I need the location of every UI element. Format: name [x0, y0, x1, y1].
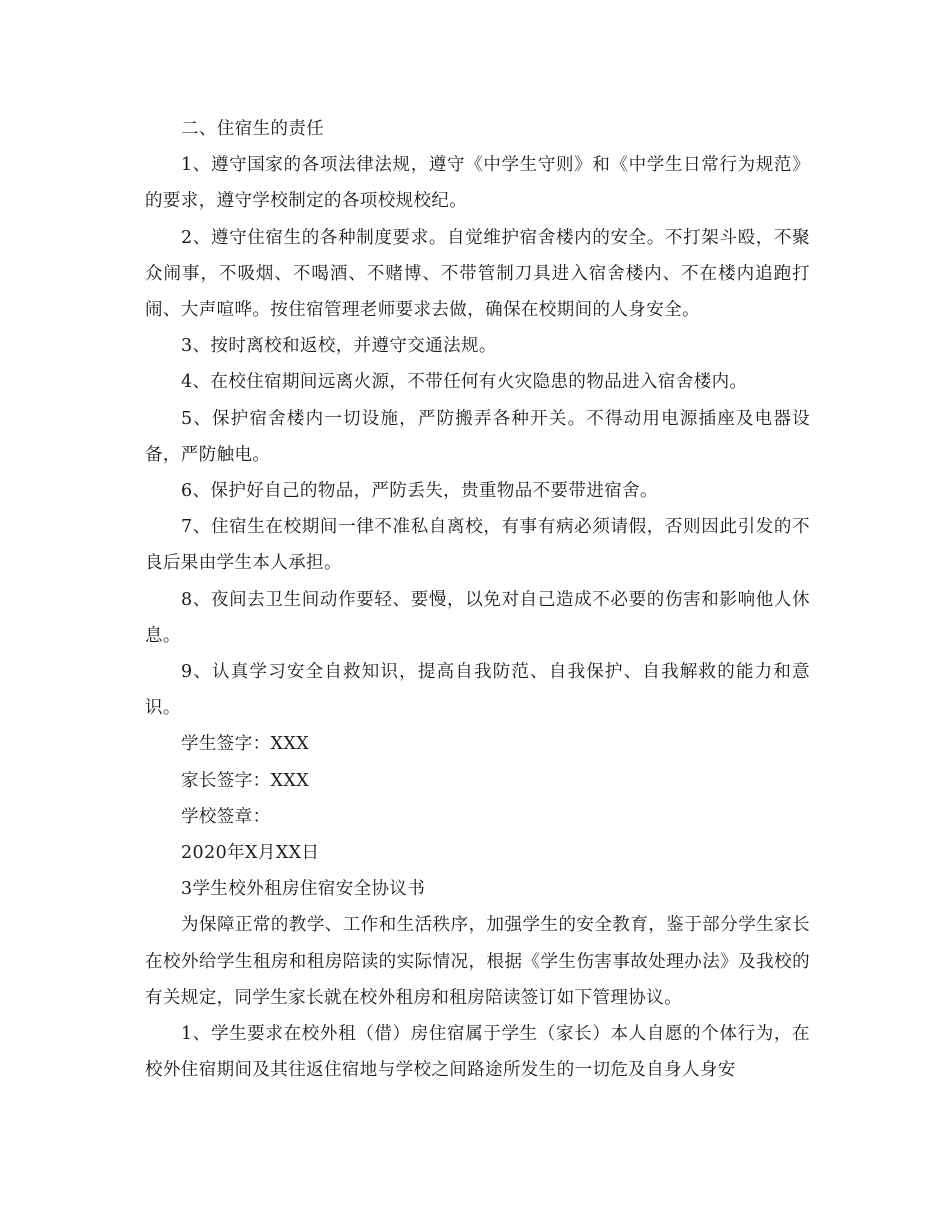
student-signature: 学生签字：XXX — [181, 734, 310, 755]
paragraph-item-8: 8、夜间去卫生间动作要轻、要慢，以免对自己造成不必要的伤害和影响他人休息。 — [145, 589, 810, 646]
paragraph-item-4: 4、在校住宿期间远离火源，不带任何有火灾隐患的物品进入宿舍楼内。 — [181, 372, 748, 393]
agreement-intro: 为保障正常的教学、工作和生活秩序，加强学生的安全教育，鉴于部分学生家长在校外给学生租房和租房陪读的实际情况，根据《学生伤害事故处理办法》及我校的有关规定，同学生家长就在校外租房和租房陪读签订如下管理协议。 — [145, 915, 810, 1008]
school-seal: 学校签章： — [181, 806, 271, 827]
paragraph-item-5: 5、保护宿舍楼内一切设施，严防搬弄各种开关。不得动用电源插座及电器设备，严防触电。 — [145, 408, 810, 465]
paragraph-item-1: 1、遵守国家的各项法律法规，遵守《中学生守则》和《中学生日常行为规范》的要求，遵守学校制定的各项校规校纪。 — [145, 155, 810, 212]
paragraph-item-6: 6、保护好自己的物品，严防丢失，贵重物品不要带进宿舍。 — [181, 481, 658, 502]
agreement-clause-1: 1、学生要求在校外租（借）房住宿属于学生（家长）本人自愿的个体行为，在校外住宿期间及其往返住宿地与学校之间路途所发生的一切危及自身人身安 — [145, 1024, 810, 1081]
paragraph-item-2: 2、遵守住宿生的各种制度要求。自觉维护宿舍楼内的安全。不打架斗殴，不聚众闹事，不吸烟、不喝酒、不赌博、不带管制刀具进入宿舍楼内、不在楼内追跑打闹、大声喧哗。按住宿管理老师要求去做，确保在校期间的人身安全。 — [145, 227, 810, 321]
paragraph-item-3: 3、按时离校和返校，并遵守交通法规。 — [181, 336, 497, 357]
signature-date: 2020年X月XX日 — [181, 843, 320, 864]
paragraph-item-7: 7、住宿生在校期间一律不准私自离校，有事有病必须请假，否则因此引发的不良后果由学生本人承担。 — [145, 517, 810, 574]
paragraph-item-9: 9、认真学习安全自救知识，提高自我防范、自我保护、自我解救的能力和意识。 — [145, 662, 810, 719]
agreement-title: 3学生校外租房住宿安全协议书 — [181, 879, 426, 900]
section-heading: 二、住宿生的责任 — [181, 119, 325, 139]
document-body — [145, 111, 810, 1088]
parent-signature: 家长签字：XXX — [181, 770, 310, 791]
